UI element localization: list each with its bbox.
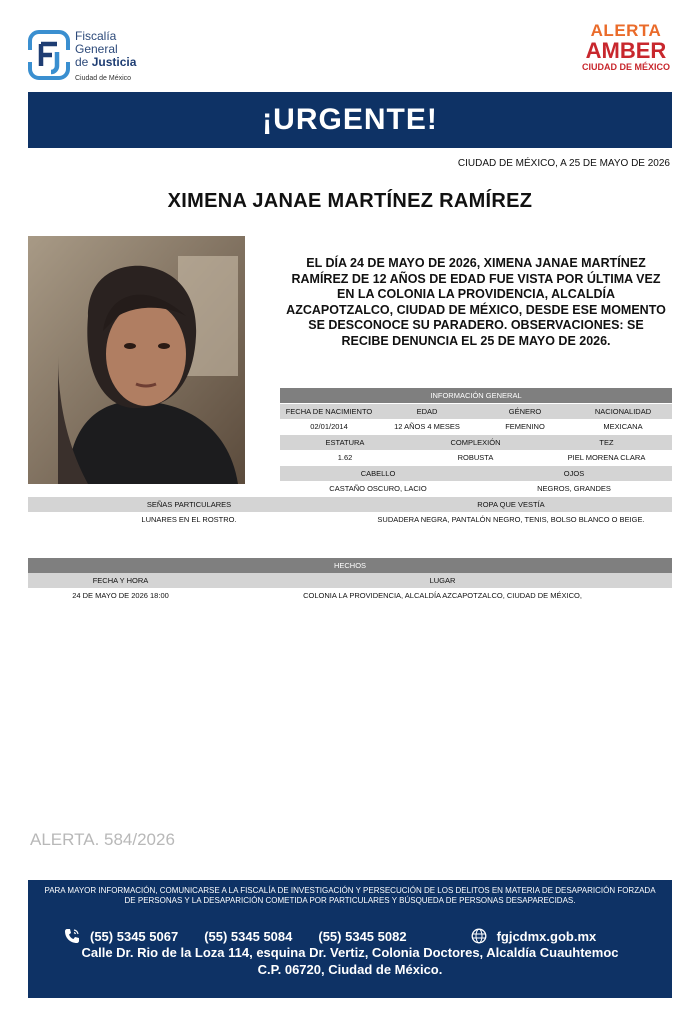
alert-number: ALERTA. 584/2026 [30, 830, 175, 849]
header-date-time: FECHA Y HORA [92, 576, 149, 585]
fgj-emblem-icon [28, 26, 70, 84]
amber-logo-line3: CIUDAD DE MÉXICO [581, 62, 670, 72]
fgj-logo-line1: Fiscalía [75, 29, 117, 43]
globe-icon [471, 928, 487, 944]
value-gender: FEMENINO [505, 422, 545, 431]
footer-info-text: PARA MAYOR INFORMACIÓN, COMUNICARSE A LA FISCALÍA DE INVESTIGACIÓN Y PERSECUCIÓN DE LOS DELITOS EN MATERIA DE DESAPARICIÓN FORZADA DE PERSONAS Y LA DESAPARICIÓN COMETIDA POR PARTICULARES Y BÚSQUEDA DE PERSONAS DESAPARECIDAS. [44, 886, 656, 905]
value-nationality: MEXICANA [603, 422, 643, 431]
header-birthdate: FECHA DE NACIMIENTO [285, 407, 373, 416]
header-nationality: NACIONALIDAD [594, 407, 652, 416]
hechos-section-header [28, 558, 672, 573]
value-hair: CASTAÑO OSCURO, LACIO [329, 484, 427, 493]
fgj-logo-line2: General [75, 42, 118, 56]
portrait-image [28, 236, 245, 484]
header-complexion: TEZ [599, 438, 614, 447]
info-row4-values [28, 512, 672, 527]
value-height: 1.62 [337, 453, 353, 462]
address-line2: C.P. 06720, Ciudad de México. [257, 962, 443, 977]
value-complexion: PIEL MORENA CLARA [567, 453, 646, 462]
header-height: ESTATURA [325, 438, 365, 447]
hechos-headers [28, 573, 672, 588]
phone-icon [64, 928, 80, 944]
header-distinguishing-marks: SEÑAS PARTICULARES [146, 500, 232, 509]
info-section-title: INFORMACIÓN GENERAL [430, 391, 522, 400]
urgent-banner: ¡URGENTE! [28, 92, 672, 148]
info-row1-values [280, 419, 672, 434]
phone-3[interactable]: (55) 5345 5082 [318, 928, 407, 944]
address-line1: Calle Dr. Rio de la Loza 114, esquina Dr. Vertiz, Colonia Doctores, Alcaldía Cuauhtemoc [81, 945, 619, 960]
header-age: EDAD [416, 407, 438, 416]
header-clothing: ROPA QUE VESTÍA [477, 500, 545, 509]
amber-logo-line2: AMBER [585, 38, 667, 63]
amber-logo-line1: ALERTA [590, 21, 662, 40]
value-birthdate: 02/01/2014 [310, 422, 348, 431]
footer-contacts [64, 928, 664, 944]
hechos-values [28, 588, 672, 603]
fgj-logo-line3-prefix: de [75, 55, 92, 69]
value-age: 12 AÑOS 4 MESES [394, 422, 460, 431]
hechos-section-title: HECHOS [333, 561, 367, 570]
fgj-logo-line3-bold: Justicia [91, 55, 137, 69]
value-clothing: SUDADERA NEGRA, PANTALÓN NEGRO, TENIS, BOLSO BLANCO O BEIGE. [377, 515, 645, 524]
header-place: LUGAR [429, 576, 456, 585]
value-date-time: 24 DE MAYO DE 2026 18:00 [72, 591, 169, 600]
value-eyes: NEGROS, GRANDES [537, 484, 611, 493]
case-description: EL DÍA 24 DE MAYO DE 2026, XIMENA JANAE MARTÍNEZ RAMÍREZ DE 12 AÑOS DE EDAD FUE VISTA POR ÚLTIMA VEZ EN LA COLONIA LA PROVIDENCIA, ALCALDÍA AZCAPOTZALCO, CIUDAD DE MÉXICO, DESDE ESE MOMENTO SE DESCONOCE SU PARADERO. OBSERVACIONES: SE RECIBE DENUNCIA EL 25 DE MAYO DE 2026. [286, 256, 666, 348]
info-row1-headers [280, 404, 672, 419]
phone-1[interactable]: (55) 5345 5067 [90, 928, 179, 944]
person-name: XIMENA JANAE MARTÍNEZ RAMÍREZ [167, 190, 533, 212]
phone-2[interactable]: (55) 5345 5084 [204, 928, 293, 944]
header-build: COMPLEXIÓN [450, 438, 501, 447]
info-row3-headers [280, 466, 672, 481]
value-place: COLONIA LA PROVIDENCIA, ALCALDÍA AZCAPOTZALCO, CIUDAD DE MÉXICO, [303, 591, 582, 600]
value-distinguishing-marks: LUNARES EN EL ROSTRO. [141, 515, 237, 524]
info-section-header [280, 388, 672, 403]
info-row4-headers [28, 497, 672, 512]
footer [28, 880, 672, 998]
header-eyes: OJOS [563, 469, 585, 478]
website-link[interactable]: fgjcdmx.gob.mx [496, 928, 597, 944]
info-row2-headers [280, 435, 672, 450]
header-gender: GÉNERO [508, 407, 542, 416]
footer-address [28, 944, 672, 978]
header-hair: CABELLO [360, 469, 396, 478]
value-build: ROBUSTA [457, 453, 494, 462]
fgj-logo-line4: Ciudad de México [75, 75, 132, 82]
info-row2-values [280, 450, 672, 465]
missing-person-photo [28, 236, 245, 484]
info-row3-values [280, 481, 672, 496]
alerta-amber-logo [578, 22, 674, 86]
date-line: CIUDAD DE MÉXICO, A 25 DE MAYO DE 2026 [457, 158, 670, 169]
fgj-logo [28, 26, 168, 90]
